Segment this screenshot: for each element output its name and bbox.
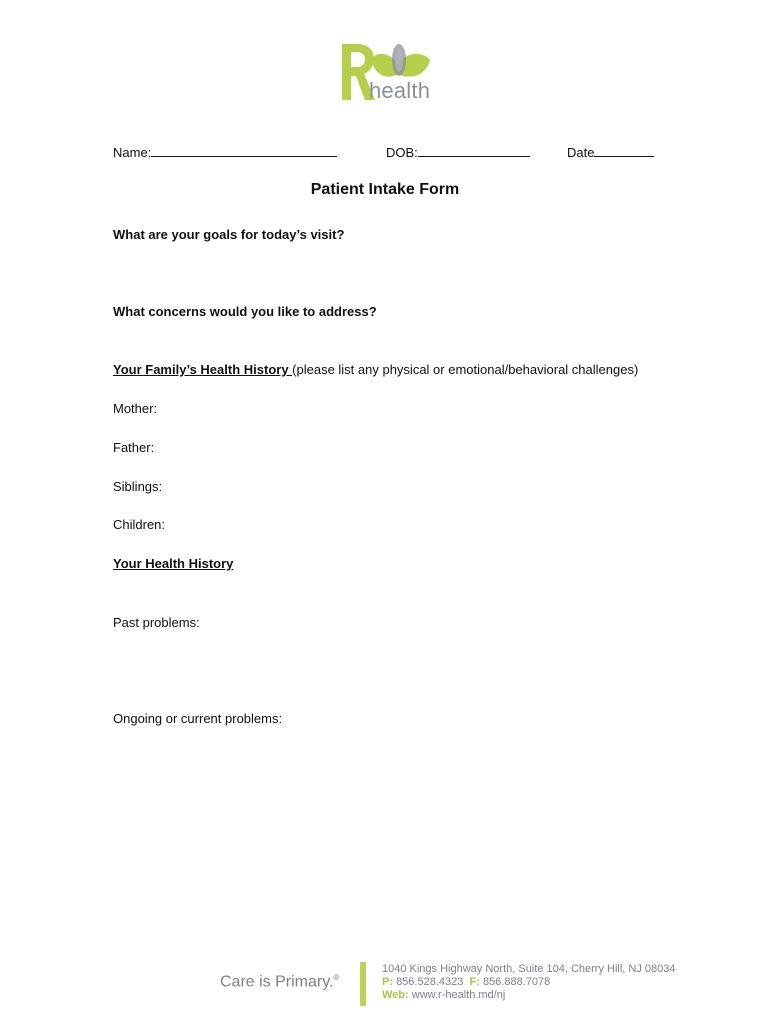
phone-number: 856.528.4323 [396, 976, 464, 988]
siblings-label: Siblings: [113, 479, 163, 494]
ongoing-problems-label: Ongoing or current problems: [113, 711, 283, 726]
footer-address: 1040 Kings Highway North, Suite 104, Cherry Hill, NJ 08034 [382, 963, 676, 975]
date-field[interactable] [567, 144, 654, 161]
logo-wordmark: health [369, 78, 431, 103]
registered-mark: ® [333, 973, 340, 982]
web-label: Web: [382, 989, 409, 1001]
health-history-heading: Your Health History [113, 556, 234, 571]
footer-web [382, 989, 675, 1002]
name-field[interactable] [113, 144, 337, 161]
web-link[interactable]: www.r-health.md/nj [411, 989, 506, 1001]
fax-number: 856.888.7078 [482, 976, 551, 988]
name-label: Name: [113, 145, 152, 160]
concerns-question: What concerns would you like to address? [113, 304, 377, 319]
dob-field[interactable] [386, 144, 530, 161]
dob-blank[interactable] [418, 144, 530, 157]
name-blank[interactable] [151, 144, 337, 157]
page-title: Patient Intake Form [310, 181, 460, 198]
footer-divider [360, 962, 366, 1006]
tagline-text: Care is Primary. [220, 973, 334, 991]
goals-question: What are your goals for today’s visit? [113, 227, 345, 242]
r-health-logo [338, 38, 438, 104]
family-history-heading [113, 362, 638, 378]
family-history-title: Your Family’s Health History [113, 362, 293, 377]
mother-label: Mother: [113, 401, 158, 416]
past-problems-label: Past problems: [113, 615, 200, 630]
family-history-note: (please list any physical or emotional/behavioral challenges) [292, 362, 639, 377]
father-label: Father: [113, 440, 155, 455]
date-blank[interactable] [594, 144, 654, 157]
footer-phone-fax [382, 976, 675, 989]
dob-label: DOB: [386, 145, 418, 160]
fax-label: F: [469, 976, 480, 988]
children-label: Children: [113, 517, 166, 532]
date-label: Date [567, 145, 595, 160]
footer-contact [382, 963, 675, 1002]
phone-label: P: [382, 976, 393, 988]
footer-tagline [220, 973, 339, 991]
